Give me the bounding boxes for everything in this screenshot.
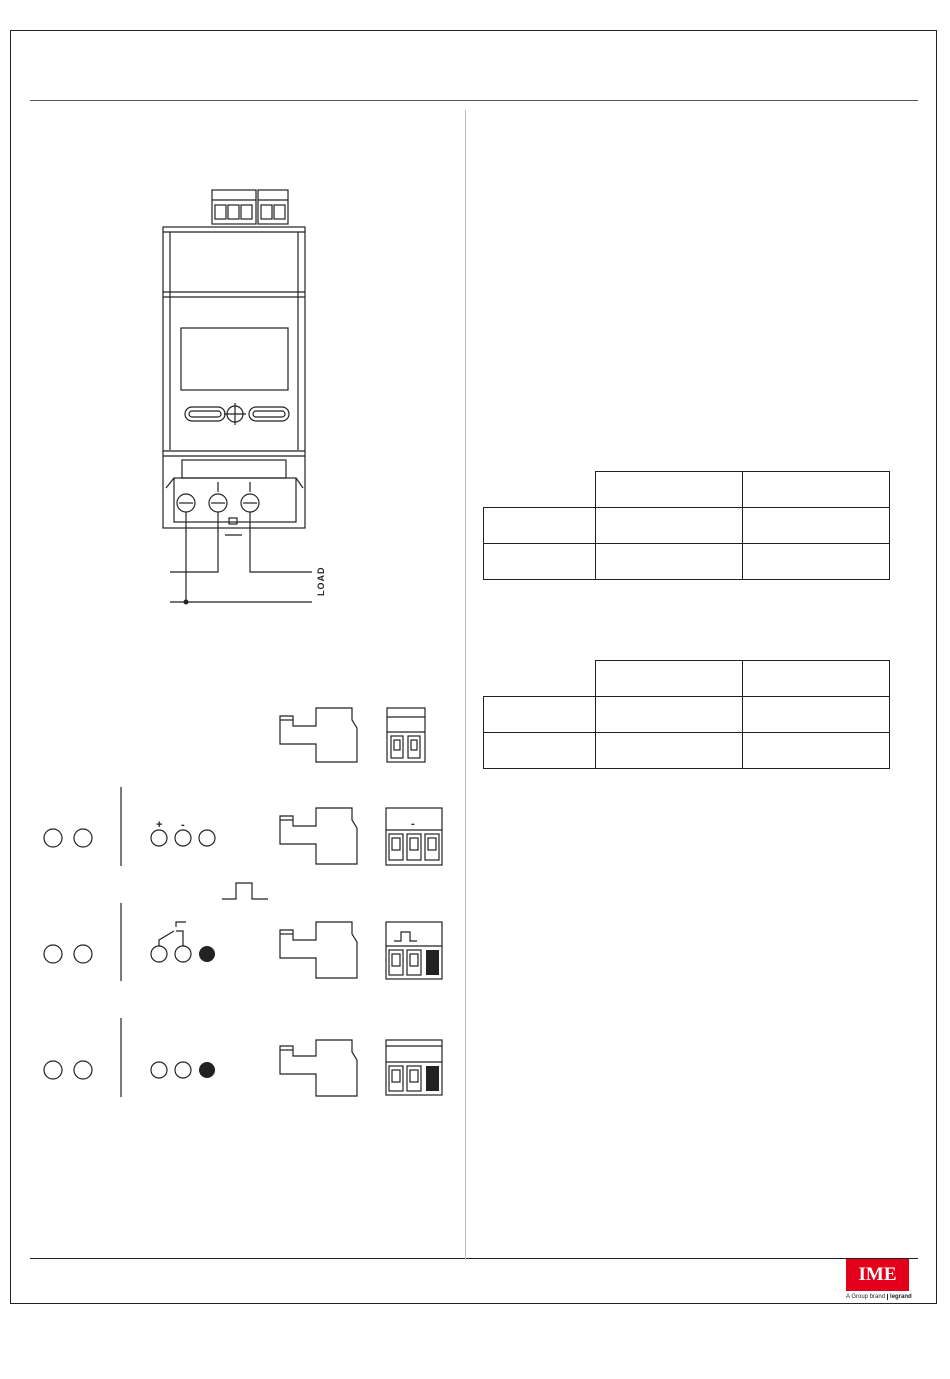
terminal-circle [175, 946, 191, 962]
left-button [185, 407, 225, 421]
device-body [163, 227, 305, 528]
module-row-2 [44, 787, 442, 866]
indicator-circle [44, 1061, 62, 1079]
connector-minus-label: - [411, 818, 415, 830]
indicator-circle [74, 829, 92, 847]
terminal-circle [151, 1062, 167, 1078]
ime-logo: IME [846, 1259, 909, 1291]
plug-side-view [280, 1040, 357, 1096]
indicator-circle [44, 829, 62, 847]
connector-2pole [387, 708, 425, 762]
top-connector-right [258, 190, 288, 224]
load-label: LOAD [316, 566, 326, 596]
plug-side-view [280, 922, 357, 978]
terminal-circle [151, 946, 167, 962]
relay-contact [159, 931, 174, 946]
terminal-circle-filled [199, 1062, 215, 1078]
tagline-prefix: A Group brand [846, 1294, 886, 1300]
terminal-circle [175, 1062, 191, 1078]
logo-tagline [846, 1294, 912, 1300]
display-window [181, 328, 288, 390]
connector-3pole-solid [386, 1040, 442, 1095]
terminal-circle [199, 830, 215, 846]
terminal-block [174, 478, 296, 522]
connector-3pole-pulse [386, 922, 442, 979]
module-row-4 [44, 1018, 442, 1097]
minus-label: - [181, 819, 185, 831]
terminal-cover [182, 460, 286, 478]
connector-3pole [386, 808, 442, 865]
plus-label: + [156, 819, 163, 831]
top-connector-left [212, 190, 256, 224]
tagline-group: legrand [887, 1294, 912, 1300]
module-row-1 [280, 708, 425, 762]
device-illustration [163, 190, 305, 535]
terminal-circle [175, 830, 191, 846]
module-row-3 [44, 903, 442, 981]
indicator-circle [44, 945, 62, 963]
plug-side-view [280, 708, 357, 762]
indicator-circle [74, 1061, 92, 1079]
right-button [249, 407, 289, 421]
indicator-circle [74, 945, 92, 963]
wiring [170, 512, 312, 605]
terminal-circle [151, 830, 167, 846]
plug-side-view [280, 808, 357, 864]
pulse-symbol [222, 883, 268, 899]
terminal-circle-filled [199, 946, 215, 962]
